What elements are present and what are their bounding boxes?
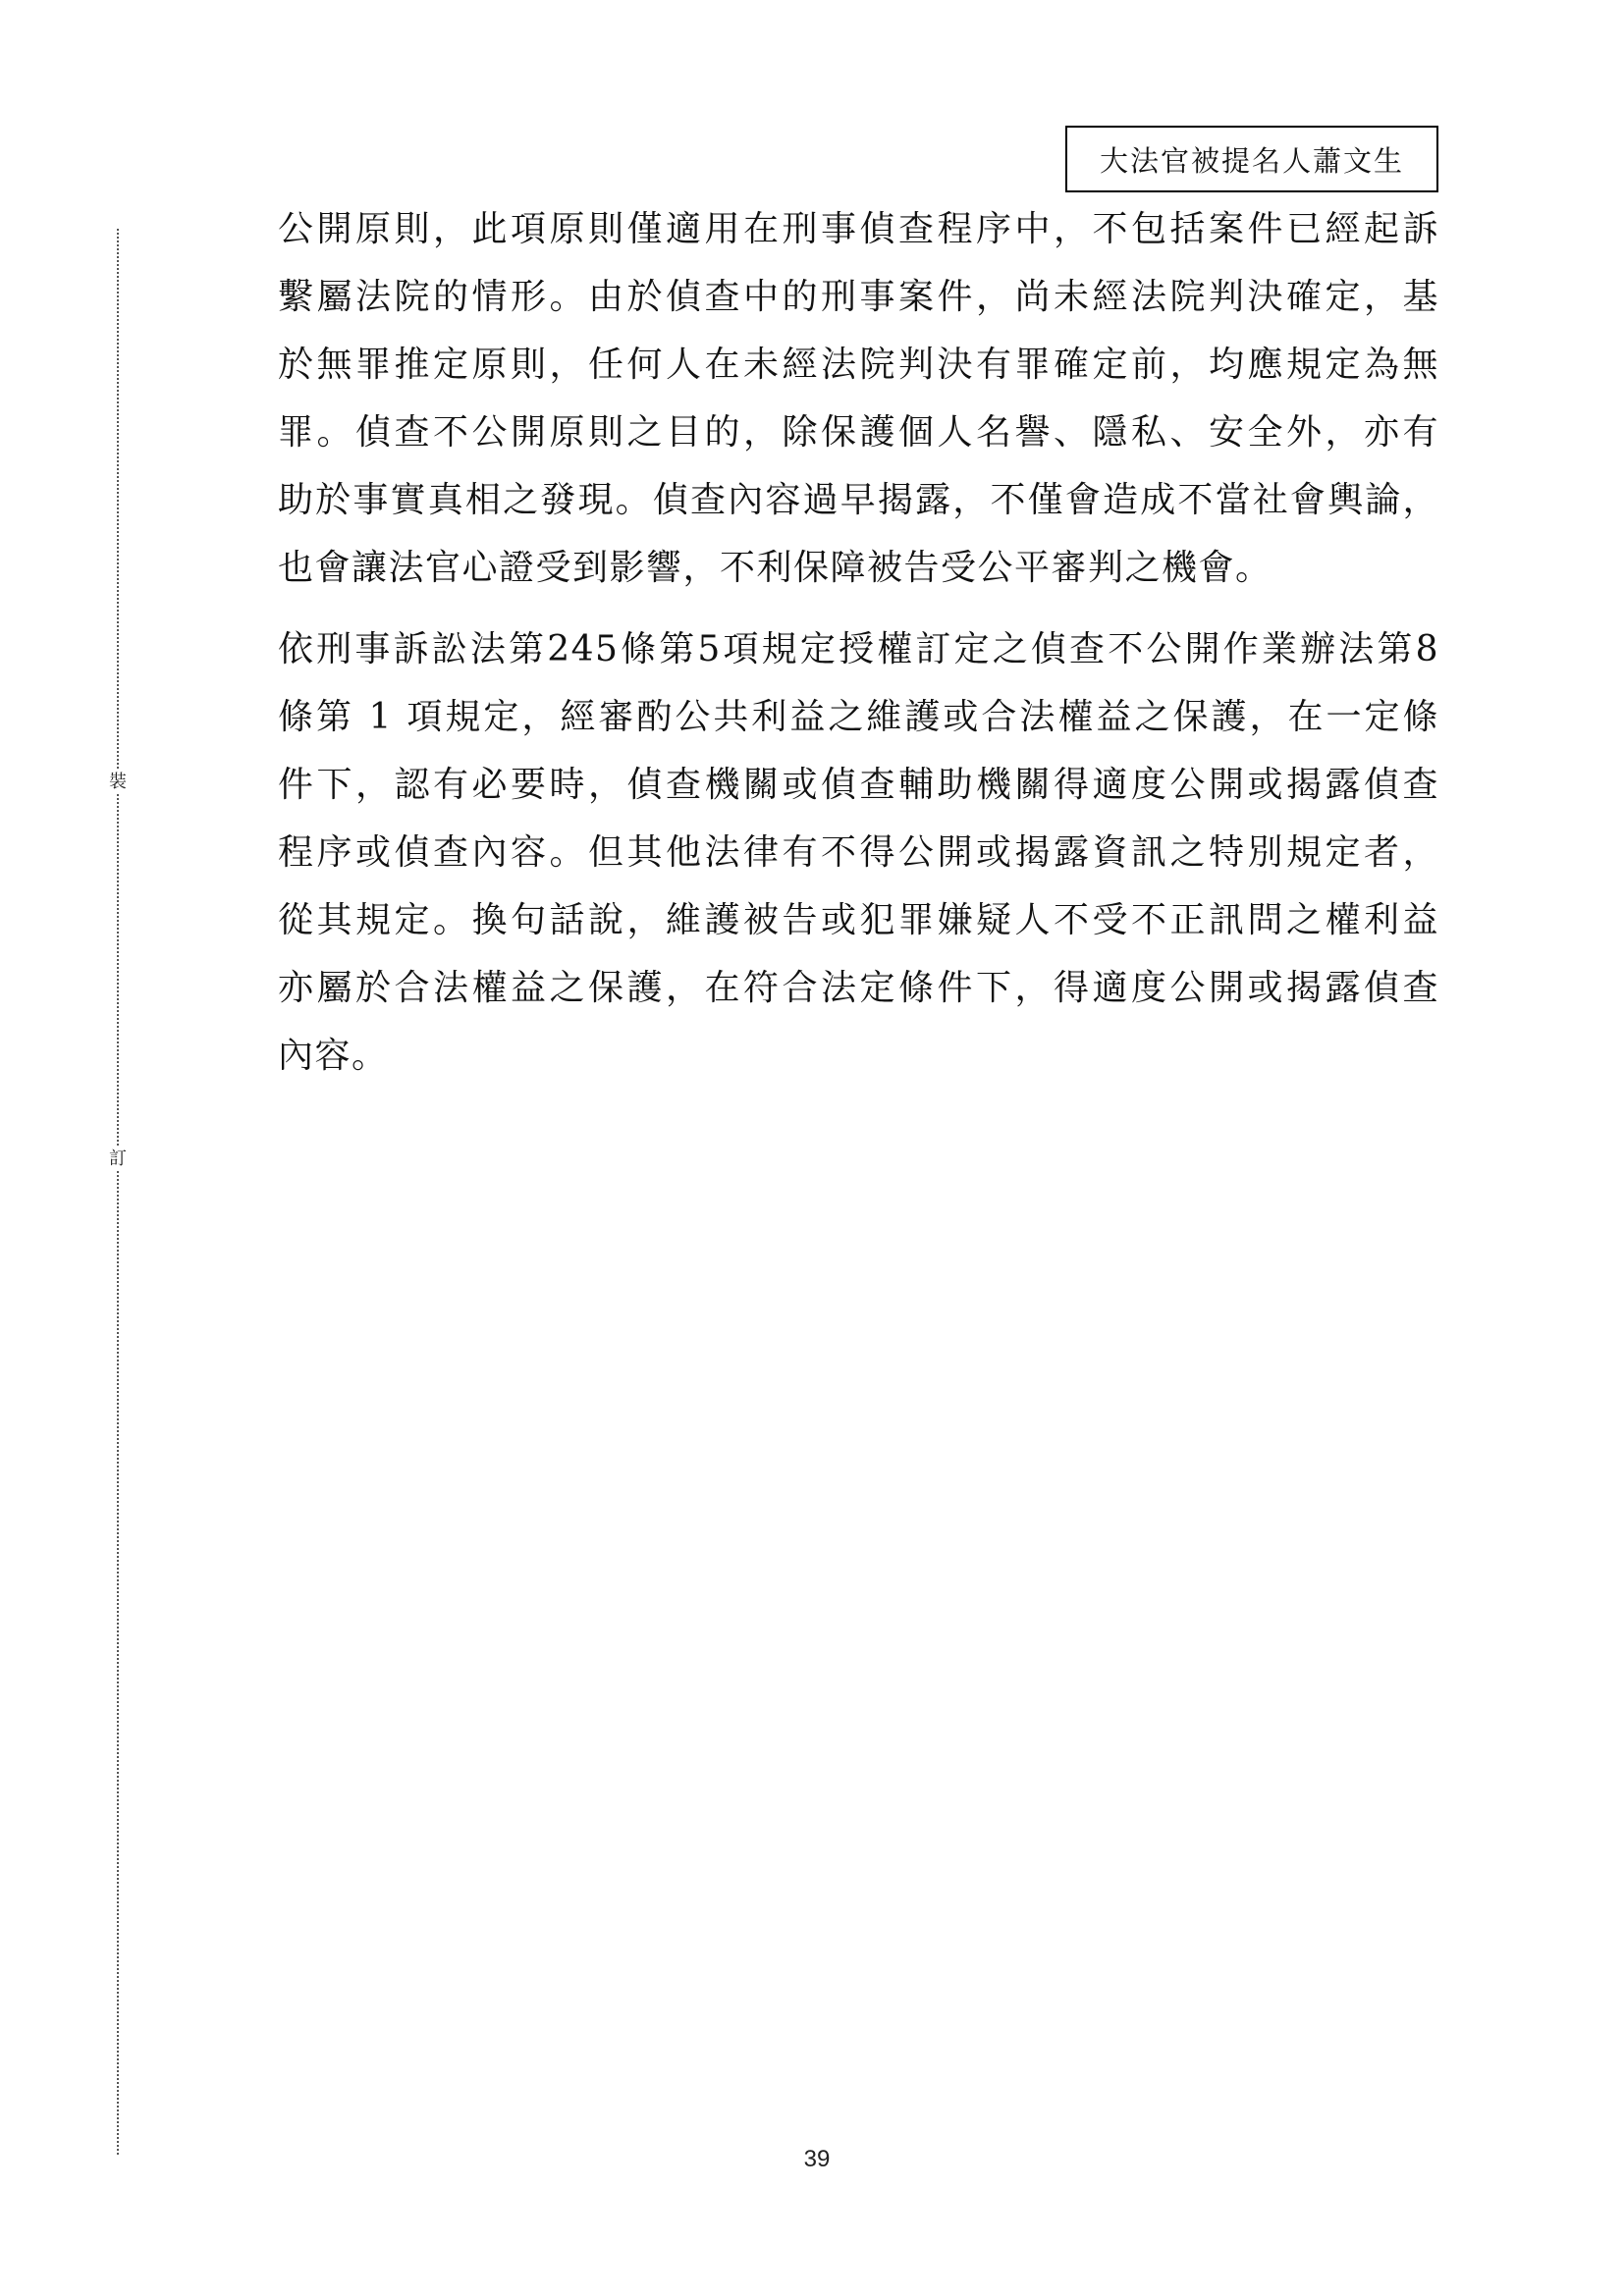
text-line: 於無罪推定原則，任何人在未經法院判決有罪確定前，均應規定為無 — [278, 345, 1439, 385]
binding-mark-bottom: 訂 — [106, 1148, 130, 1171]
text-line: 罪。偵查不公開原則之目的，除保護個人名譽、隱私、安全外，亦有 — [278, 412, 1439, 453]
text-line: 件下，認有必要時，偵查機關或偵查輔助機關得適度公開或揭露偵查 — [278, 765, 1439, 805]
body-text — [278, 195, 1439, 1103]
text-line: 助於事實真相之發現。偵查內容過早揭露，不僅會造成不當社會輿論， — [278, 480, 1439, 520]
binding-mark-top: 裝 — [106, 771, 130, 794]
paragraph-1 — [278, 195, 1439, 602]
text-line: 從其規定。換句話說，維護被告或犯罪嫌疑人不受不正訊問之權利益 — [278, 900, 1439, 940]
nominee-header-box — [1065, 126, 1438, 192]
nominee-label: 大法官被提名人蕭文生 — [1099, 143, 1404, 178]
text-line: 程序或偵查內容。但其他法律有不得公開或揭露資訊之特別規定者， — [278, 832, 1439, 873]
text-line: 內容。 — [278, 1036, 389, 1076]
text-line: 繫屬法院的情形。由於偵查中的刑事案件，尚未經法院判決確定，基 — [278, 277, 1439, 317]
text-line: 條第 1 項規定，經審酌公共利益之維護或合法權益之保護，在一定條 — [278, 697, 1439, 737]
text-line: 依刑事訴訟法第245條第5項規定授權訂定之偵查不公開作業辦法第8 — [278, 629, 1439, 669]
paragraph-2 — [278, 615, 1439, 1090]
page-number: 39 — [803, 2146, 831, 2172]
binding-dotted-line — [117, 229, 119, 2155]
text-line: 亦屬於合法權益之保護，在符合法定條件下，得適度公開或揭露偵查 — [278, 968, 1439, 1008]
text-line: 也會讓法官心證受到影響，不利保障被告受公平審判之機會。 — [278, 548, 1272, 588]
text-line: 公開原則，此項原則僅適用在刑事偵查程序中，不包括案件已經起訴 — [278, 209, 1439, 249]
